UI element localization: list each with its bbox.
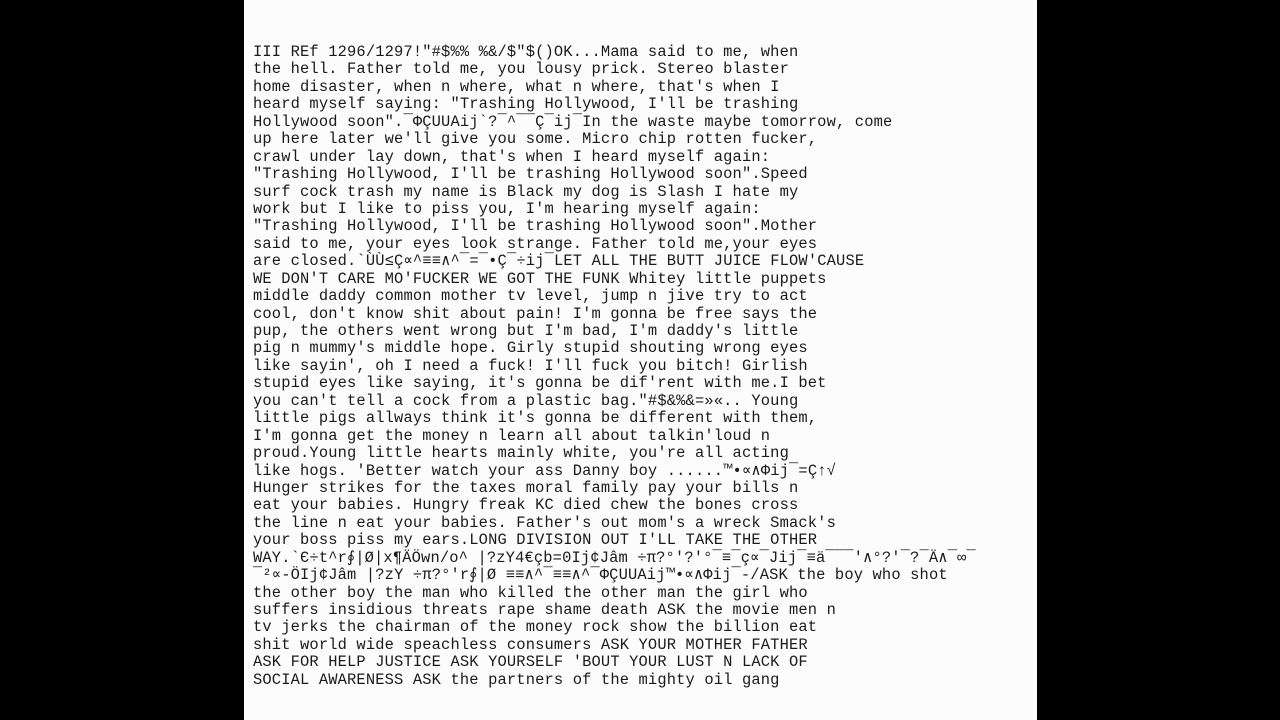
text-line: the line n eat your babies. Father's out mom's a wreck Smack's <box>253 513 836 532</box>
text-line: proud.Young little hearts mainly white, you're all acting <box>253 444 789 463</box>
text-line: pig n mummy's middle hope. Girly stupid shouting wrong eyes <box>253 339 808 358</box>
text-line: heard myself saying: "Trashing Hollywood, I'll be trashing <box>253 95 799 114</box>
text-line: crawl under lay down, that's when I heard myself again: <box>253 147 771 166</box>
text-line: tv jerks the chairman of the money rock show the billion eat <box>253 618 818 637</box>
text-line: I'm gonna get the money n learn all about talkin'loud n <box>253 426 771 445</box>
text-line: eat your babies. Hungry freak KC died chew the bones cross <box>253 496 799 515</box>
text-line: Hunger strikes for the taxes moral family pay your bills n <box>253 478 799 497</box>
text-line: the hell. Father told me, you lousy prick. Stereo blaster <box>253 60 789 79</box>
document-page <box>244 0 1037 720</box>
text-line: like sayin', oh I need a fuck! I'll fuck you bitch! Girlish <box>253 356 808 375</box>
text-line: ASK FOR HELP JUSTICE ASK YOURSELF 'BOUT YOUR LUST N LACK OF <box>253 653 808 672</box>
text-line: pup, the others went wrong but I'm bad, I'm daddy's little <box>253 322 799 340</box>
text-line: up here later we'll give you some. Micro chip rotten fucker, <box>253 130 818 149</box>
text-line: WE DON'T CARE MO'FUCKER WE GOT THE FUNK Whitey little puppets <box>253 269 827 288</box>
text-line: work but I like to piss you, I'm hearing myself again: <box>253 199 761 218</box>
text-line: ¯²∝-ÖIj¢Jâm |?zY ÷π?°'r∮|Ø ≡≡∧^¯≡≡∧^¯ΦÇUUAij™•∝∧Φij¯-/ASK the boy who shot <box>253 566 948 585</box>
text-line: "Trashing Hollywood, I'll be trashing Hollywood soon".Speed <box>253 165 808 184</box>
text-line: are closed.`ÙÙ≤Ç∝^≡≡∧^¯=¯•Ç¯÷ij¯LET ALL THE BUTT JUICE FLOW'CAUSE <box>253 252 865 271</box>
text-line: SOCIAL AWARENESS ASK the partners of the mighty oil gang <box>253 670 780 689</box>
text-line: surf cock trash my name is Black my dog is Slash I hate my <box>253 182 799 201</box>
text-line: suffers insidious threats rape shame death ASK the movie men n <box>253 601 836 619</box>
text-line: middle daddy common mother tv level, jump n jive try to act <box>253 287 808 306</box>
text-line: home disaster, when n where, what n where, that's when I <box>253 77 780 96</box>
text-line: shit world wide speachless consumers ASK YOUR MOTHER FATHER <box>253 635 808 654</box>
text-line: Hollywood soon".¯ΦÇUUAij`?¯^¯¯Ç¯ij¯In the waste maybe tomorrow, come <box>253 112 893 131</box>
text-line: your boss piss my ears.LONG DIVISION OUT I'LL TAKE THE OTHER <box>253 531 818 550</box>
text-line: "Trashing Hollywood, I'll be trashing Hollywood soon".Mother <box>253 217 818 236</box>
text-line: little pigs allways think it's gonna be different with them, <box>253 409 818 428</box>
text-line: WAY.`Є÷t^r∮|Ø|x¶ÄÖwn/o^ |?zY4€çb=0Ij¢Jâm ÷π?°'?'°¯≡¯ç∝¯Jij¯≡ä¯¯¯'∧°?'¯?¯Ä∧¯∞¯ <box>253 548 976 567</box>
text-line: like hogs. 'Better watch your ass Danny boy ......™•∝∧Φij¯=Ç↑√ <box>253 461 837 480</box>
page-text <box>253 44 1033 689</box>
text-line: said to me, your eyes look strange. Father told me,your eyes <box>253 234 818 253</box>
text-line: stupid eyes like saying, it's gonna be dif'rent with me.I bet <box>253 374 827 393</box>
text-line: III REf 1296/1297!"#$%% %&/$"$()OK...Mama said to me, when <box>253 43 799 61</box>
text-line: you can't tell a cock from a plastic bag."#$&%&=»«.. Young <box>253 391 799 410</box>
text-line: cool, don't know shit about pain! I'm gonna be free says the <box>253 304 818 323</box>
text-line: the other boy the man who killed the other man the girl who <box>253 583 808 602</box>
